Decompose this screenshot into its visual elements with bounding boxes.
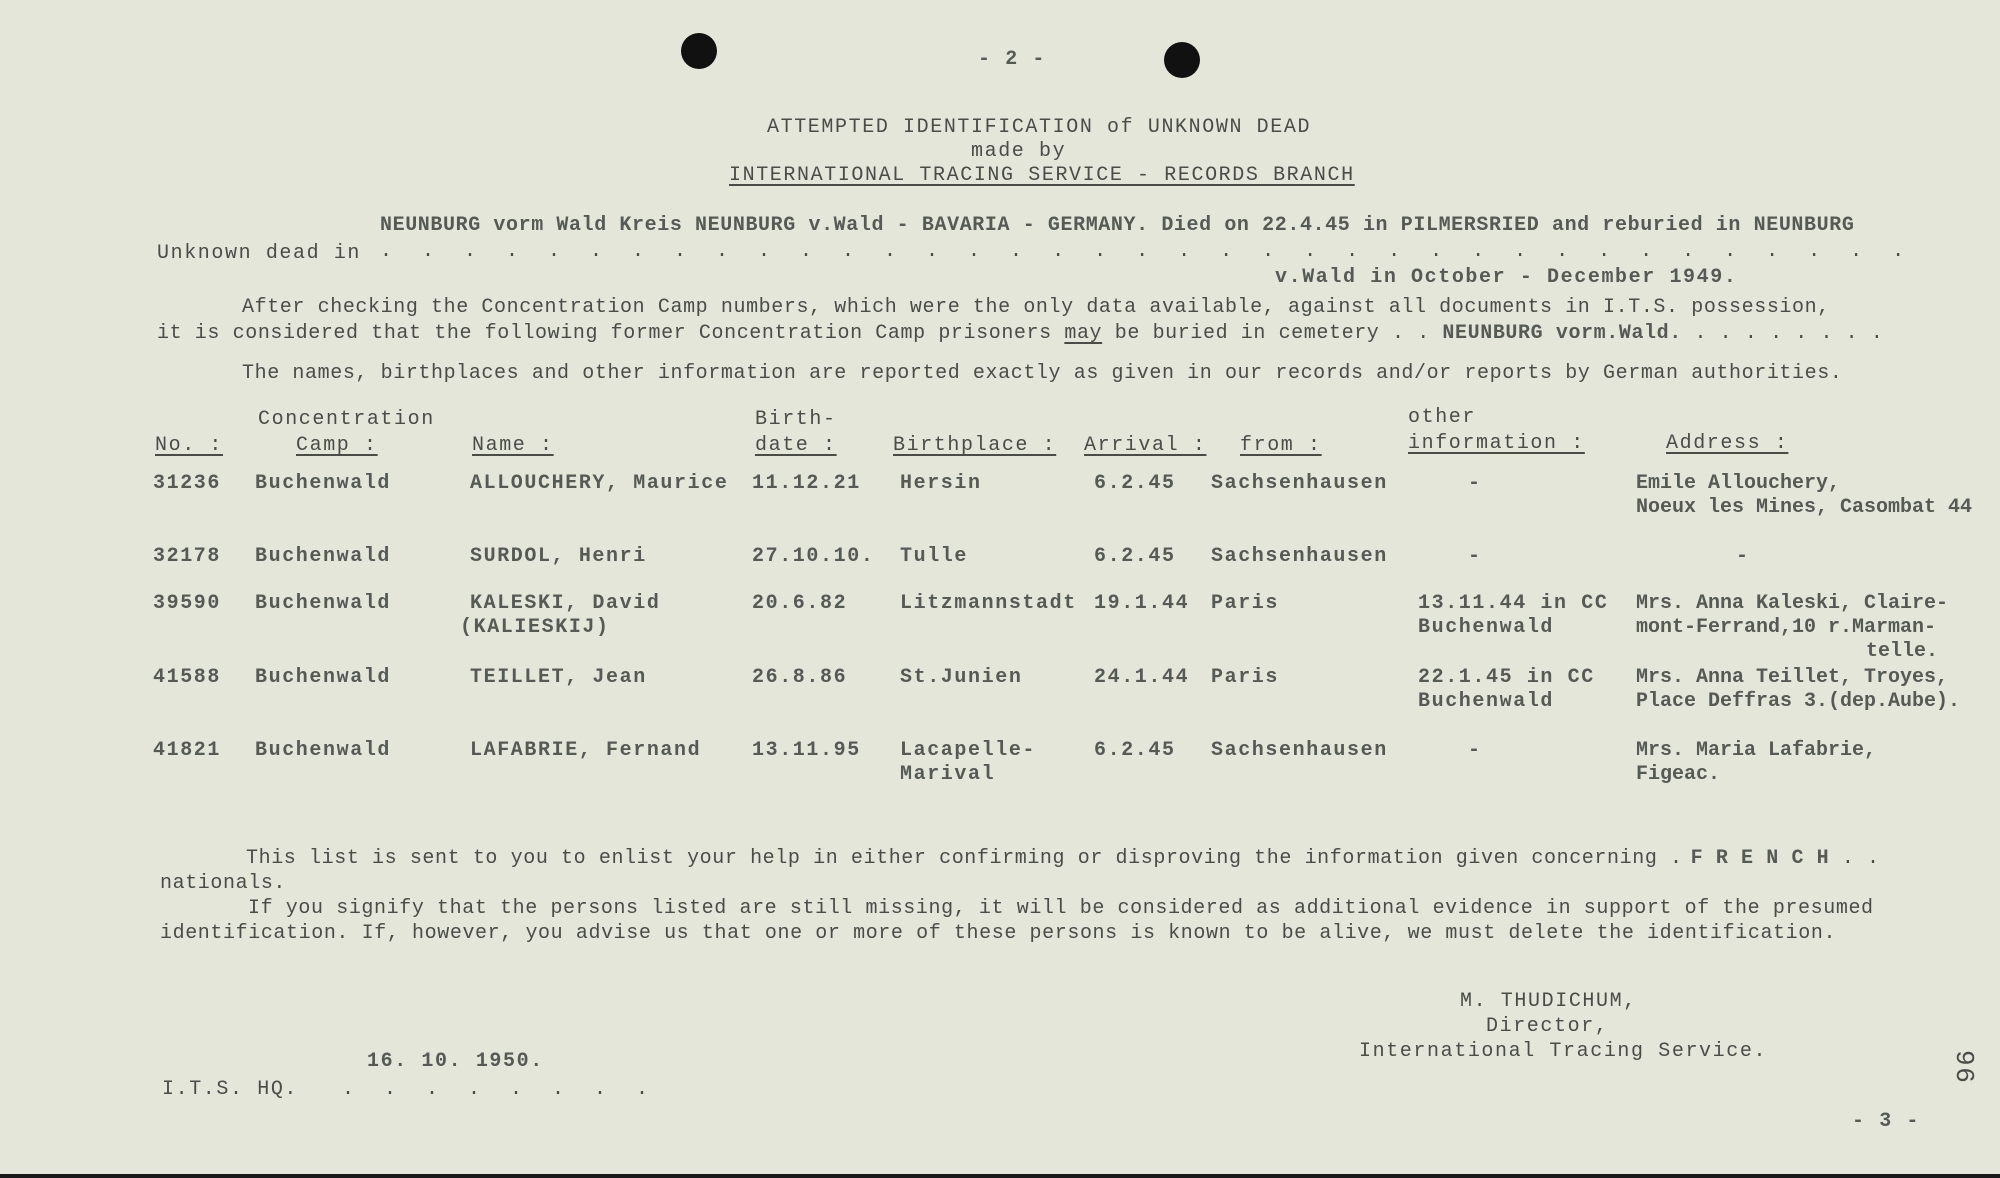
closing-text: This list is sent to you to enlist your help in either confirming or disproving the information given concerning .: [246, 847, 1683, 870]
cell-no: 32178: [153, 545, 222, 568]
cell-other: -: [1468, 545, 1482, 568]
header-birthplace: Birthplace :: [893, 434, 1057, 457]
footer-date: 16. 10. 1950.: [367, 1050, 544, 1073]
cell-birthplace: St.Junien: [900, 666, 1023, 689]
cell-address3: telle.: [1866, 640, 1939, 663]
cell-birthdate: 20.6.82: [752, 592, 848, 615]
header-no: No. :: [155, 434, 224, 457]
may-emphasis: may: [1064, 322, 1103, 345]
unknown-dead-label: Unknown dead in: [157, 242, 362, 265]
cell-address: Mrs. Maria Lafabrie,: [1636, 739, 1877, 762]
cell-birthdate: 11.12.21: [752, 472, 861, 495]
cell-birthdate: 13.11.95: [752, 739, 861, 762]
intro-line-2-text: it is considered that the following former Concentration Camp prisoners: [157, 322, 1065, 345]
cell-address2: Noeux les Mines, Casombat 44: [1636, 496, 1973, 519]
cell-from: Paris: [1211, 592, 1280, 615]
header-camp-top: Concentration: [258, 408, 435, 431]
cell-birthplace: Lacapelle-: [900, 739, 1037, 762]
next-page-number: - 3 -: [1852, 1110, 1921, 1133]
cell-birthplace: Tulle: [900, 545, 969, 568]
header-birthdate-top: Birth-: [755, 408, 837, 431]
header-other-top: other: [1408, 406, 1477, 429]
cell-camp: Buchenwald: [255, 545, 392, 568]
cell-birthplace: Litzmannstadt: [900, 592, 1077, 615]
header-arrival: Arrival :: [1084, 434, 1207, 457]
header-camp: Camp :: [296, 434, 378, 457]
cell-other: 22.1.45 in CC: [1418, 666, 1595, 689]
location-line-1: NEUNBURG vorm Wald Kreis NEUNBURG v.Wald - BAVARIA - GERMANY. Died on 22.4.45 in PILMERSRIED and reburied in NEUNBURG: [380, 214, 1855, 237]
signature-title: Director,: [1486, 1015, 1609, 1038]
cell-birthdate: 27.10.10.: [752, 545, 875, 568]
nationality: F R E N C H: [1690, 847, 1830, 870]
cell-camp: Buchenwald: [255, 666, 392, 689]
location-line-2: v.Wald in October - December 1949.: [1275, 266, 1738, 289]
cell-address: Mrs. Anna Kaleski, Claire-: [1636, 592, 1949, 615]
cell-from: Paris: [1211, 666, 1280, 689]
footer-date-dots: . . . . . . . .: [342, 1078, 658, 1101]
punch-hole-left: [681, 33, 717, 69]
cell-camp: Buchenwald: [255, 739, 392, 762]
cell-no: 41588: [153, 666, 222, 689]
title-line-1: ATTEMPTED IDENTIFICATION of UNKNOWN DEAD: [767, 116, 1312, 139]
cell-from: Sachsenhausen: [1211, 545, 1388, 568]
cell-arrival: 19.1.44: [1094, 592, 1190, 615]
cell-arrival: 6.2.45: [1094, 472, 1176, 495]
cell-name: LAFABRIE, Fernand: [470, 739, 702, 762]
cell-no: 41821: [153, 739, 222, 762]
cell-other2: Buchenwald: [1418, 690, 1555, 713]
cell-camp: Buchenwald: [255, 592, 392, 615]
cell-birthplace2: Marival: [900, 763, 996, 786]
closing-line-1: This list is sent to you to enlist your help in either confirming or disproving the information given concerning . F R E N C H . .: [246, 847, 1880, 870]
cell-camp: Buchenwald: [255, 472, 392, 495]
cell-address2: mont-Ferrand,10 r.Marman-: [1636, 616, 1937, 639]
cell-name: SURDOL, Henri: [470, 545, 647, 568]
cell-arrival: 24.1.44: [1094, 666, 1190, 689]
cell-birthdate: 26.8.86: [752, 666, 848, 689]
intro-line-2: it is considered that the following former Concentration Camp prisoners may be buried in cemetery . . NEUNBURG vorm.Wald. . . . . . . . .: [157, 322, 1884, 345]
cell-from: Sachsenhausen: [1211, 472, 1388, 495]
cell-other: -: [1468, 472, 1482, 495]
cell-birthplace: Hersin: [900, 472, 982, 495]
scan-edge: [0, 1174, 2000, 1178]
cell-address: Mrs. Anna Teillet, Troyes,: [1636, 666, 1949, 689]
cell-arrival: 6.2.45: [1094, 739, 1176, 762]
cell-name: TEILLET, Jean: [470, 666, 647, 689]
closing-line-3: If you signify that the persons listed are still missing, it will be considered as additional evidence in support of the presumed: [248, 897, 1874, 920]
header-other: information :: [1408, 432, 1585, 455]
cell-address2: Figeac.: [1636, 763, 1721, 786]
cell-other: -: [1468, 739, 1482, 762]
cell-address: -: [1736, 545, 1749, 568]
cell-other2: Buchenwald: [1418, 616, 1555, 639]
title-line-2: made by: [971, 140, 1067, 163]
signature-name: M. THUDICHUM,: [1460, 990, 1637, 1013]
signature-org: International Tracing Service.: [1359, 1040, 1768, 1063]
header-from: from :: [1240, 434, 1322, 457]
cell-address: Emile Allouchery,: [1636, 472, 1841, 495]
cell-other: 13.11.44 in CC: [1418, 592, 1609, 615]
cell-arrival: 6.2.45: [1094, 545, 1176, 568]
intro-line-2-post: be buried in cemetery . .: [1102, 322, 1430, 345]
cemetery-name: NEUNBURG vorm.Wald.: [1442, 322, 1682, 345]
cell-no: 39590: [153, 592, 222, 615]
intro-line-1: After checking the Concentration Camp numbers, which were the only data available, against all documents in I.T.S. possession,: [242, 296, 1830, 319]
page-number: - 2 -: [978, 48, 1047, 71]
cell-no: 31236: [153, 472, 222, 495]
footer-office: I.T.S. HQ.: [162, 1078, 299, 1101]
header-address: Address :: [1666, 432, 1789, 455]
punch-hole-right: [1164, 42, 1200, 78]
header-birthdate: date :: [755, 434, 837, 457]
title-line-3: INTERNATIONAL TRACING SERVICE - RECORDS BRANCH: [729, 164, 1355, 187]
cell-name: ALLOUCHERY, Maurice: [470, 472, 729, 495]
dotted-leader: . . . . . . . . . . . . . . . . . . . . . . . . . . . . . . . . . . . . .: [380, 240, 1914, 263]
cell-from: Sachsenhausen: [1211, 739, 1388, 762]
cell-name: KALESKI, David: [470, 592, 661, 615]
margin-mark: 96: [1949, 1050, 1979, 1085]
closing-line-2: nationals.: [160, 872, 287, 895]
header-name: Name :: [472, 434, 554, 457]
cell-name2: (KALIESKIJ): [460, 616, 610, 639]
intro-line-3: The names, birthplaces and other information are reported exactly as given in our records and/or reports by German authorities.: [242, 362, 1843, 385]
cell-address2: Place Deffras 3.(dep.Aube).: [1636, 690, 1961, 713]
closing-line-4: identification. If, however, you advise us that one or more of these persons is known to be alive, we must delete the identification.: [160, 922, 1837, 945]
